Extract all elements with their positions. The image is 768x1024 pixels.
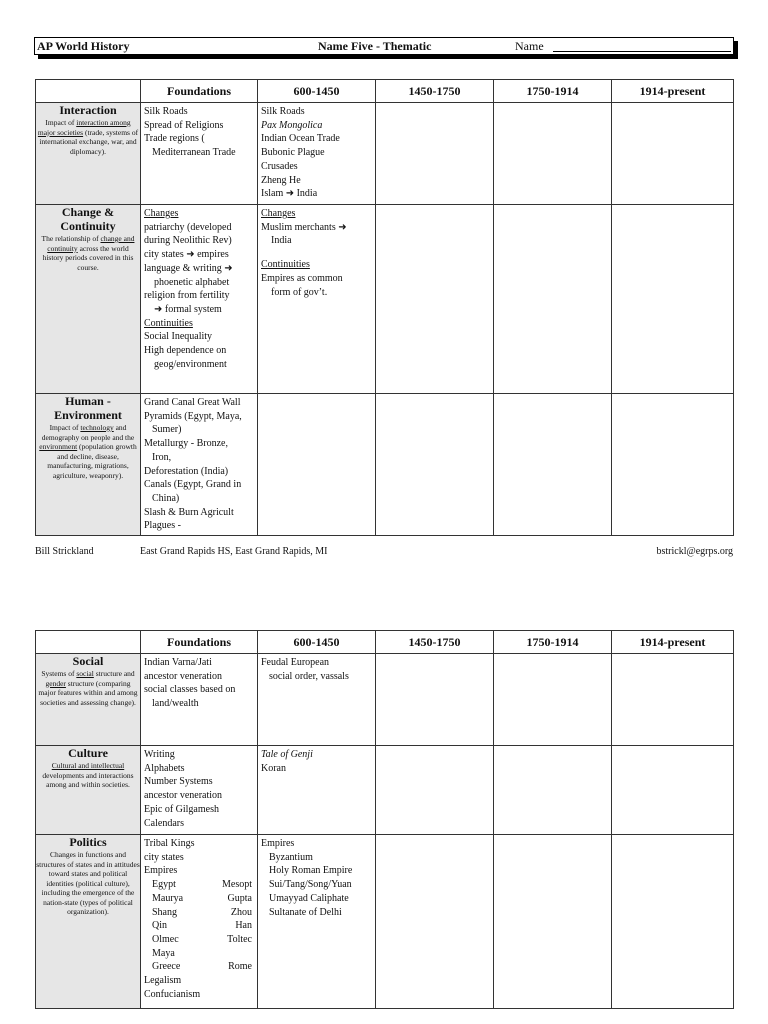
cell-interaction-foundations[interactable]: Silk Roads Spread of Religions Trade regions ( Mediterranean Trade — [141, 103, 258, 205]
theme-interaction — [36, 103, 141, 205]
col-1914-present: 1914-present — [612, 631, 734, 654]
page-footer — [35, 546, 733, 560]
row-politics — [36, 835, 734, 1009]
col-foundations: Foundations — [141, 631, 258, 654]
theme-description: Impact of interaction among major societies (trade, systems of international exchange, war, and diplomacy). — [37, 118, 139, 156]
theme-politics — [36, 835, 141, 1009]
worksheet-header — [34, 37, 734, 55]
cell-social-600-1450[interactable]: Feudal European social order, vassals — [258, 654, 376, 746]
cell-social-1914-present[interactable] — [612, 654, 734, 746]
theme-title: Social — [72, 654, 104, 668]
cell-politics-foundations[interactable]: Tribal Kings city states Empires Egypt Mesopt Maurya Gupta Shang Zhou Qin Han Olmec Toltec Maya Greece Rome Legalism Confucianism — [141, 835, 258, 1009]
corner-cell — [36, 80, 141, 103]
footer-email[interactable]: bstrickl@egrps.org — [656, 546, 733, 557]
cell-interaction-1750-1914[interactable] — [494, 103, 612, 205]
cell-politics-1914-present[interactable] — [612, 835, 734, 1009]
cell-human-1450-1750[interactable] — [376, 394, 494, 536]
theme-change-continuity — [36, 205, 141, 394]
theme-title: Change & Continuity — [60, 205, 116, 233]
thematic-table-1 — [35, 79, 734, 536]
col-foundations: Foundations — [141, 80, 258, 103]
theme-description: Cultural and intellectual developments and interactions among and within societies. — [42, 761, 134, 789]
cell-human-1750-1914[interactable] — [494, 394, 612, 536]
cell-interaction-600-1450[interactable]: Silk Roads Pax Mongolica Indian Ocean Trade Bubonic Plague Crusades Zheng He Islam ➜ India — [258, 103, 376, 205]
cell-human-foundations[interactable]: Grand Canal Great Wall Pyramids (Egypt, Maya, Sumer) Metallurgy - Bronze, Iron, Deforestation (India) Canals (Egypt, Grand in China) Slash & Burn Agricult Plagues - — [141, 394, 258, 536]
theme-culture — [36, 746, 141, 835]
theme-title: Interaction — [59, 103, 117, 117]
cell-human-1914-present[interactable] — [612, 394, 734, 536]
cell-politics-1750-1914[interactable] — [494, 835, 612, 1009]
cell-change-600-1450[interactable]: Changes Muslim merchants ➜ India Continuities Empires as common form of gov’t. — [258, 205, 376, 394]
theme-title: Culture — [68, 746, 108, 760]
cell-culture-foundations[interactable]: Writing Alphabets Number Systems ancestor veneration Epic of Gilgamesh Calendars — [141, 746, 258, 835]
col-1450-1750: 1450-1750 — [376, 80, 494, 103]
worksheet-title: Name Five - Thematic — [318, 39, 432, 53]
name-blank-line — [553, 51, 731, 52]
col-600-1450: 600-1450 — [258, 631, 376, 654]
corner-cell — [36, 631, 141, 654]
cell-change-1750-1914[interactable] — [494, 205, 612, 394]
theme-description: Changes in functions and structures of states and in attitudes toward states and political identities (political culture), including the emergence of the nation-state (types of political organization). — [36, 850, 140, 916]
cell-interaction-1450-1750[interactable] — [376, 103, 494, 205]
header-row — [36, 80, 734, 103]
row-interaction — [36, 103, 734, 205]
thematic-table-2 — [35, 630, 734, 1009]
cell-politics-1450-1750[interactable] — [376, 835, 494, 1009]
header-row — [36, 631, 734, 654]
cell-culture-600-1450[interactable]: Tale of Genji Koran — [258, 746, 376, 835]
cell-culture-1914-present[interactable] — [612, 746, 734, 835]
cell-human-600-1450[interactable] — [258, 394, 376, 536]
theme-social — [36, 654, 141, 746]
cell-culture-1750-1914[interactable] — [494, 746, 612, 835]
theme-human-environment — [36, 394, 141, 536]
theme-title: Politics — [69, 835, 107, 849]
row-social — [36, 654, 734, 746]
col-1750-1914: 1750-1914 — [494, 631, 612, 654]
footer-author: Bill Strickland — [35, 546, 94, 557]
theme-description: The relationship of change and continuity across the world history periods covered in this course. — [41, 234, 135, 272]
row-change-continuity — [36, 205, 734, 394]
row-culture — [36, 746, 734, 835]
theme-description: Impact of technology and demography on people and the environment (population growth and decline, disease, manufacturing, migrations, agriculture, weaponry). — [39, 423, 137, 480]
course-title: AP World History — [37, 39, 130, 53]
cell-interaction-1914-present[interactable] — [612, 103, 734, 205]
cell-change-1450-1750[interactable] — [376, 205, 494, 394]
row-human-environment — [36, 394, 734, 536]
cell-social-1750-1914[interactable] — [494, 654, 612, 746]
name-label: Name — [515, 39, 544, 53]
cell-politics-600-1450[interactable]: Empires Byzantium Holy Roman Empire Sui/Tang/Song/Yuan Umayyad Caliphate Sultanate of Delhi — [258, 835, 376, 1009]
col-1450-1750: 1450-1750 — [376, 631, 494, 654]
col-1914-present: 1914-present — [612, 80, 734, 103]
theme-title: Human - Environment — [54, 394, 122, 422]
cell-culture-1450-1750[interactable] — [376, 746, 494, 835]
cell-social-foundations[interactable]: Indian Varna/Jati ancestor veneration social classes based on land/wealth — [141, 654, 258, 746]
theme-description: Systems of social structure and gender structure (comparing major features within and among societies and assessing change). — [38, 669, 138, 707]
footer-school: East Grand Rapids HS, East Grand Rapids, MI — [140, 546, 328, 557]
cell-change-1914-present[interactable] — [612, 205, 734, 394]
col-600-1450: 600-1450 — [258, 80, 376, 103]
col-1750-1914: 1750-1914 — [494, 80, 612, 103]
cell-change-foundations[interactable]: Changes patriarchy (developed during Neolithic Rev) city states ➜ empires language & writing ➜ phoenetic alphabet religion from fertility ➜ formal system Continuities Social Inequality High dependence on geog/environment — [141, 205, 258, 394]
cell-social-1450-1750[interactable] — [376, 654, 494, 746]
